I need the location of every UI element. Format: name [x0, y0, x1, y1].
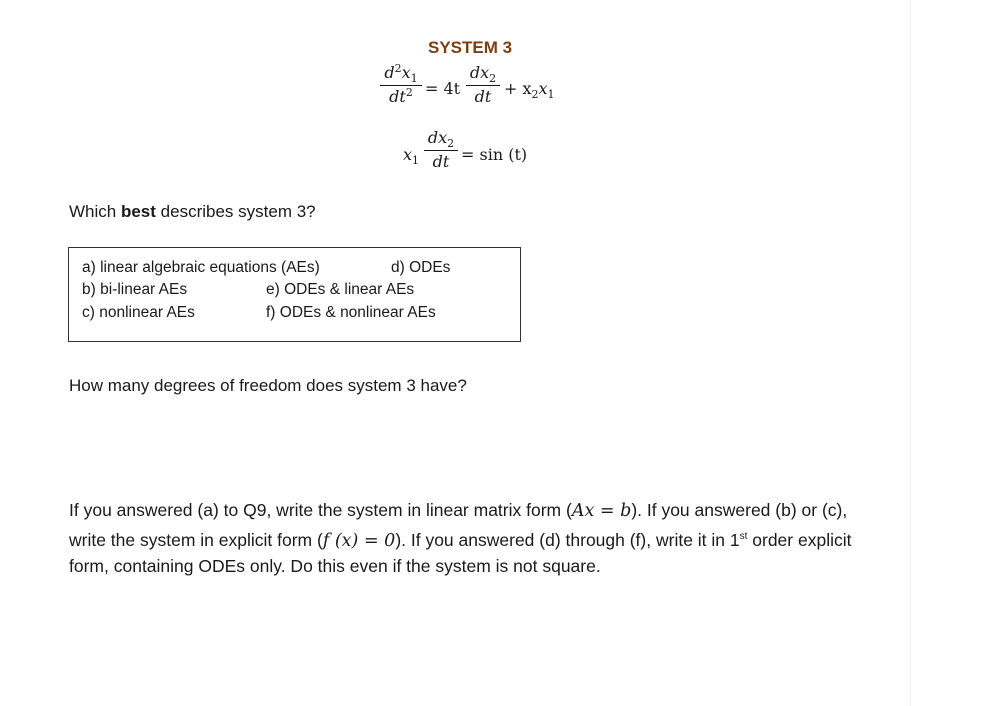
options-box: [68, 247, 521, 342]
eq1-tail: + $x_2x_1$: [504, 79, 555, 101]
eq2-lhs-var: $x_1$: [403, 145, 420, 167]
eq1-equals-4t: = 4t: [425, 79, 461, 98]
question-1: Which best describes system 3?: [69, 202, 316, 221]
eq2-rhs: = sin (t): [461, 145, 528, 164]
option-b: b) bi-linear AEs: [82, 281, 188, 298]
eq2-fraction: $dx_2$ dt: [424, 129, 458, 171]
page-edge: [910, 0, 911, 706]
option-f: f) ODEs & nonlinear AEs: [266, 304, 436, 321]
option-d: d) ODEs: [391, 259, 451, 276]
system-title: SYSTEM 3: [428, 38, 513, 57]
question-2: How many degrees of freedom does system 3 have?: [69, 376, 467, 395]
option-c: c) nonlinear AEs: [82, 304, 195, 321]
option-a: a) linear algebraic equations (AEs): [82, 259, 320, 276]
instructions-paragraph: If you answered (a) to Q9, write the system in linear matrix form (Ax = b). If you answered (b) or (c), write the system in explicit form (f (x) = 0). If you answered (d) through (f), write it in 1st order explicit form, containing ODEs only. Do this even if the system is not square.: [69, 500, 852, 576]
option-e: e) ODEs & linear AEs: [266, 281, 415, 298]
eq1-lhs-fraction: $d^2x_1$ $dt^2$: [380, 64, 422, 108]
eq1-rhs-fraction: $dx_2$ dt: [466, 64, 500, 106]
